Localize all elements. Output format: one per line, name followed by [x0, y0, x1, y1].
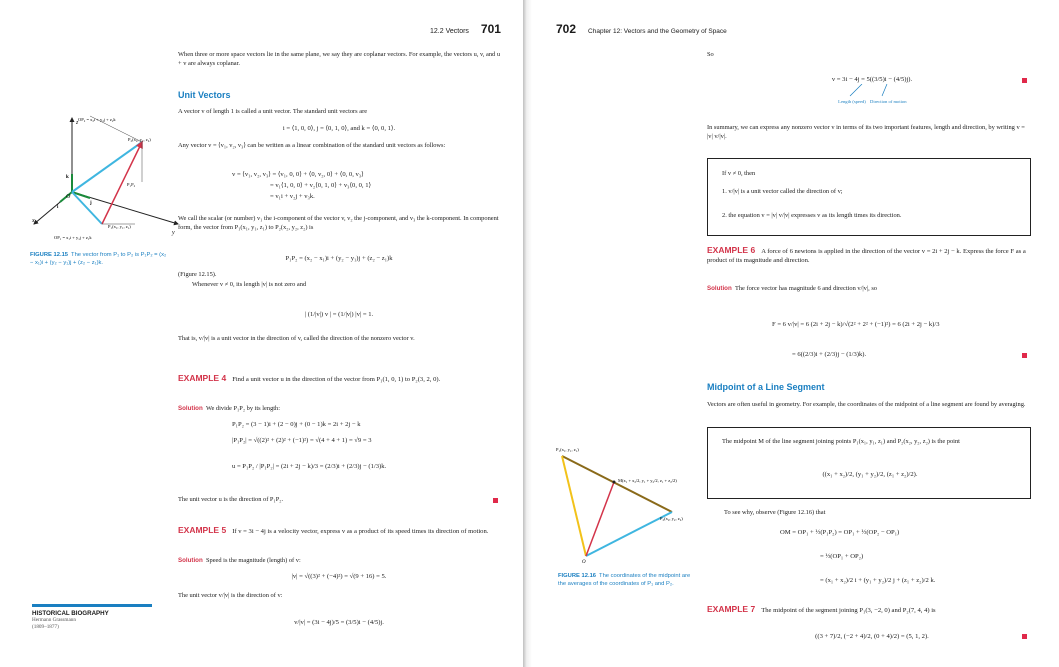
callout-line — [850, 84, 862, 96]
p1p2-label: P₁P₂ — [127, 182, 136, 187]
midpoint-box — [707, 427, 1031, 499]
example-4-text: Find a unit vector u in the direction of the vector from P₁(1, 0, 1) to P₂(3, 2, 0). — [232, 376, 441, 383]
end-of-example-marker — [1022, 634, 1027, 639]
equation-line-1: v = ⟨v₁, v₂, v₃⟩ = ⟨v₁, 0, 0⟩ + ⟨0, v₂, 0⟩ + ⟨0, 0, v₃⟩ — [232, 171, 364, 178]
header-section: 12.2 Vectors — [430, 28, 469, 35]
origin-label: O — [582, 560, 586, 564]
end-of-example-marker — [1022, 78, 1027, 83]
example-6-eq2: = 6((2/3)i + (2/3)j − (1/3)k). — [792, 351, 867, 358]
p2-label: P₂(x₂, y₂, z₂) — [660, 516, 683, 521]
direction-callout: Direction of motion — [870, 99, 907, 104]
example-5-label: EXAMPLE 5 — [178, 525, 227, 535]
see-why-text: To see why, observe (Figure 12.16) that — [724, 509, 826, 516]
figure-reference: (Figure 12.15). — [178, 271, 217, 278]
direction-box — [707, 158, 1031, 236]
k-label: k — [66, 175, 69, 180]
example-5-eq2: v/|v| = (3i − 4j)/5 = (3/5)i − (4/5)j. — [294, 619, 384, 626]
equation-line-2: = v₁⟨1, 0, 0⟩ + v₂⟨0, 1, 0⟩ + v₃⟨0, 0, 1⟩ — [270, 182, 372, 189]
example-4-eq3: u = P₁P₂ / |P₁P₂| = (2i + 2j − k)/3 = (2/3)i + (2/3)j − (1/3)k. — [232, 463, 387, 470]
page-701 — [0, 0, 520, 667]
page-number: 702 — [556, 22, 577, 36]
p1-label: P₁(x₁, y₁, z₁) — [556, 447, 579, 452]
page-header — [430, 22, 501, 36]
end-of-example-marker — [1022, 353, 1027, 358]
figure-caption-text: The vector from P₁ to P₂ is P₁P₂ = (x₂ − x₁)i + (y₂ − y₁)j + (z₂ − z₁)k. — [30, 252, 167, 266]
example-6 — [707, 246, 1029, 265]
equation-callouts — [832, 84, 912, 100]
example-4-eq2: |P₁P₂| = √((2)² + (2)² + (−1)²) = √(4 + 4 + 1) = √9 = 3 — [232, 437, 372, 444]
biography-name: Hermann Grassmann — [32, 617, 76, 623]
box-line-3: 2. the equation v = |v| v/|v| expresses v as its length times its direction. — [722, 212, 902, 219]
midpoint-formula: ((x₁ + x₂)/2, (y₁ + y₂)/2, (z₁ + z₂)/2). — [822, 471, 918, 478]
solution-text: We divide P₁P₂ by its length: — [205, 405, 281, 412]
end-of-example-marker — [493, 498, 498, 503]
book-gutter — [523, 0, 532, 667]
solution-label: Solution — [178, 557, 203, 564]
figure-number: FIGURE 12.15 — [30, 252, 69, 258]
header-chapter: Chapter 12: Vectors and the Geometry of Space — [588, 28, 727, 35]
summary-paragraph: In summary, we can express any nonzero vector v in terms of its two important features, length and direction, by writing v = |v| v/|v|. — [707, 124, 1025, 140]
figure-number: FIGURE 12.16 — [558, 573, 597, 579]
historical-biography — [32, 604, 152, 631]
midpoint-eq3: = (x₁ + x₂)/2 i + (y₁ + y₂)/2 j + (z₁ + z₂)/2 k. — [820, 577, 936, 584]
page-number: 701 — [480, 22, 501, 36]
unit-vector-definition: A vector v of length 1 is called a unit vector. The standard unit vectors are — [178, 108, 368, 115]
example-7-text: The midpoint of the segment joining P₁(3, −2, 0) and P₂(7, 4, 4) is — [761, 607, 936, 614]
equation-line-3: = v₁i + v₂j + v₃k. — [270, 193, 315, 200]
example-4-solution — [178, 404, 500, 413]
origin-label: O — [66, 194, 71, 200]
p1-label: P₁(x₁, y₁, z₁) — [108, 224, 131, 229]
page-header — [556, 22, 727, 36]
example-5 — [178, 526, 500, 536]
solution-label: Solution — [178, 405, 203, 412]
p1p2-equation: P₁P₂ = (x₂ − x₁)i + (y₂ − y₁)j + (z₂ − z₁)k — [285, 255, 393, 262]
example-4-conclusion: The unit vector u is the direction of P₁P₂. — [178, 496, 284, 503]
example-5-eq1: |v| = √((3)² + (−4)²) = √(9 + 16) = 5. — [291, 573, 387, 580]
op2-label: OP₂ = x₂i + y₂j + z₂k — [78, 117, 116, 122]
length-callout: Length (speed) — [838, 99, 866, 104]
example-6-eq1: F = 6 v/|v| = 6 (2i + 2j − k)/√(2² + 2² + (−1)²) = 6 (2i + 2j − k)/3 — [772, 321, 940, 328]
midpoint-dot — [613, 481, 616, 484]
solution-label: Solution — [707, 285, 732, 292]
example-4-label: EXAMPLE 4 — [178, 373, 227, 383]
box-line-1: If v ≠ 0, then — [722, 170, 756, 177]
figure-12-16-caption — [558, 572, 698, 588]
example-6-text: A force of 6 newtons is applied in the direction of the vector v = 2i + 2j − k. Express the force F as a product of its magnitude and direction. — [707, 248, 1026, 264]
figure-12-16 — [554, 444, 694, 564]
midpoint-heading: Midpoint of a Line Segment — [707, 382, 825, 392]
op1-vector — [562, 456, 586, 556]
m-label: M(x₁ + x₂/2, y₁ + y₂/2, z₁ + z₂/2) — [618, 478, 677, 483]
intro-paragraph: When three or more space vectors lie in the same plane, we say they are coplanar vectors. For example, the vectors u, v, and u + v are always coplanar. — [178, 51, 501, 67]
page-702 — [532, 0, 1059, 667]
example-5-text2: The unit vector v/|v| is the direction of v: — [178, 592, 283, 599]
example-7-label: EXAMPLE 7 — [707, 604, 756, 614]
midpoint-intro: Vectors are often useful in geometry. For example, the coordinates of the midpoint of a line segment are found by averaging. — [707, 401, 1026, 408]
figure-caption-text: The coordinates of the midpoint are the averages of the coordinates of P₁ and P₂. — [558, 573, 691, 587]
that-is-paragraph: That is, v/|v| is a unit vector in the direction of v, called the direction of the nonzero vector v. — [178, 335, 415, 342]
whenever-text: Whenever v ≠ 0, its length |v| is not zero and — [192, 281, 307, 288]
norm-equation: | (1/|v|) v | = (1/|v|) |v| = 1. — [304, 311, 374, 318]
x-label: x — [32, 218, 35, 224]
callout-line — [882, 84, 887, 96]
y-label: y — [172, 230, 175, 236]
j-label: j — [90, 201, 92, 206]
unit-vectors-heading: Unit Vectors — [178, 90, 231, 100]
midpoint-box-text: The midpoint M of the line segment joining points P₁(x₁, y₁, z₁) and P₂(x₂, y₂, z₂) is the point — [722, 438, 960, 445]
example-7-equation: ((3 + 7)/2, (−2 + 4)/2, (0 + 4)/2) = (5, 1, 2). — [815, 633, 929, 640]
figure-12-15-caption — [30, 251, 170, 267]
top-equation: v = 3i − 4j = 5((3/5)i − (4/5)j). — [831, 76, 913, 83]
example-5-solution — [178, 556, 500, 565]
segment-p1p2 — [562, 456, 672, 512]
example-6-label: EXAMPLE 6 — [707, 245, 756, 255]
biography-years: (1809–1877) — [32, 624, 59, 630]
example-7 — [707, 605, 1029, 615]
standard-unit-vectors: i = ⟨1, 0, 0⟩, j = ⟨0, 1, 0⟩, and k = ⟨0, 0, 1⟩. — [282, 125, 396, 132]
components-paragraph: We call the scalar (or number) v₁ the i-component of the vector v, v₂ the j-component, and v₃ the k-component. In component form, the vector from P₁(x₁, y₁, z₁) to P₂(x₂, y₂, z₂) is — [178, 215, 499, 231]
midpoint-eq2: = ½(OP₁ + OP₂) — [820, 553, 864, 560]
example-4-eq1: P₁P₂ = (3 − 1)i + (2 − 0)j + (0 − 1)k = 2i + 2j − k — [232, 421, 361, 428]
example-5-text: If v = 3i − 4j is a velocity vector, express v as a product of its speed times its direction of motion. — [232, 528, 489, 535]
solution-text: Speed is the magnitude (length) of v: — [205, 557, 301, 564]
figure-12-15 — [30, 112, 180, 247]
solution-text: The force vector has magnitude 6 and direction v/|v|, so — [734, 285, 877, 292]
z-label: z — [76, 120, 79, 126]
box-line-2: 1. v/|v| is a unit vector called the direction of v; — [722, 188, 843, 195]
i-label: i — [57, 205, 59, 210]
so-text: So — [707, 51, 714, 58]
midpoint-eq1: OM = OP₁ + ½(P₁P₂) = OP₁ + ½(OP₂ − OP₁) — [780, 529, 900, 536]
example-6-solution — [707, 284, 1029, 293]
op1-label: OP₁ = x₁i + y₁j + z₁k — [54, 235, 92, 240]
biography-title: HISTORICAL BIOGRAPHY — [32, 610, 109, 617]
linear-combination-text: Any vector v = ⟨v₁, v₂, v₃⟩ can be written as a linear combination of the standard unit vectors as follows: — [178, 142, 446, 149]
example-4 — [178, 374, 500, 384]
p2-label: P₂(x₂, y₂, z₂) — [128, 137, 151, 142]
